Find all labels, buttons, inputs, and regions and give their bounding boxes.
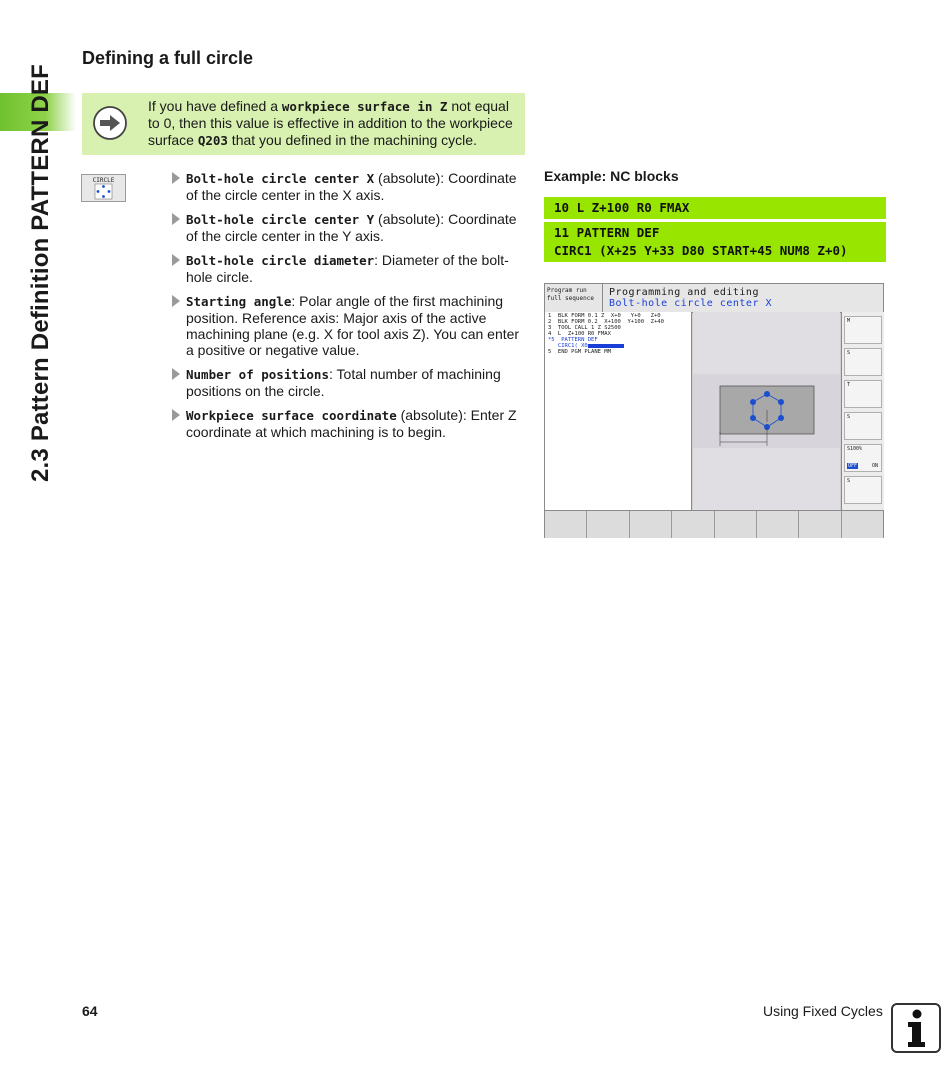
program-line: 3 TOOL CALL 1 Z S2500 <box>548 325 621 331</box>
softkey-slot <box>842 511 883 538</box>
nc-block-1: 10 L Z+100 R0 FMAX <box>544 197 886 219</box>
vertical-softkey-label: S <box>847 350 851 356</box>
page-number: 64 <box>82 1003 98 1019</box>
example-heading: Example: NC blocks <box>544 168 679 184</box>
program-line: 5 END PGM PLANE MM <box>548 349 611 355</box>
softkey-slot <box>587 511 629 538</box>
note-code-term: workpiece surface in Z <box>281 99 448 114</box>
parameter-description: : Total number of machining positions on the circle. <box>186 366 501 399</box>
vertical-softkey-label: S <box>847 478 851 484</box>
parameter-name: Workpiece surface coordinate <box>186 408 397 423</box>
nc-block-2-line-2: CIRC1 (X+25 Y+33 D80 START+45 NUM8 Z+0) <box>554 243 848 258</box>
parameter-description: (absolute): Enter Z coordinate at which machining is to begin. <box>186 407 517 440</box>
program-line: 2 BLK FORM 0.2 X+100 Y+100 Z+40 <box>548 319 664 325</box>
parameter-item <box>172 211 527 244</box>
screen-header <box>545 284 883 313</box>
program-line: 1 BLK FORM 0.1 Z X+0 Y+0 Z+0 <box>548 313 661 319</box>
program-line: 4 L Z+100 R0 FMAX <box>548 331 611 337</box>
parameter-list <box>172 170 527 448</box>
vertical-softkey <box>844 412 882 440</box>
nc-block-2-line-1: 11 PATTERN DEF <box>554 225 660 240</box>
parameter-description: : Polar angle of the first machining position. Reference axis: Major axis of the active machining plane (e.g. X for tool axis Z). You can enter a positive or negative value. <box>186 293 520 358</box>
section-title-vertical: 2.3 Pattern Definition PATTERN DEF <box>27 64 54 482</box>
parameter-item <box>172 407 527 440</box>
vertical-softkey <box>844 348 882 376</box>
cursor-highlight <box>588 344 624 348</box>
circle-softkey <box>81 174 126 202</box>
vertical-softkey-label: S <box>847 414 851 420</box>
circle-softkey-label: CIRCLE <box>92 177 115 184</box>
workpiece-graphic <box>693 312 840 510</box>
note-text-segment: If you have defined a <box>148 98 282 114</box>
parameter-item <box>172 252 527 285</box>
parameter-item <box>172 170 527 203</box>
chapter-name: Using Fixed Cycles <box>763 1003 883 1019</box>
parameter-description: : Diameter of the bolt-hole circle. <box>186 252 509 285</box>
parameter-description: (absolute): Coordinate of the circle center in the X axis. <box>186 170 517 203</box>
vertical-softkey-label: T <box>847 382 851 388</box>
triangle-bullet-icon <box>172 172 180 184</box>
parameter-name: Bolt-hole circle center Y <box>186 212 375 227</box>
tnc-screenshot <box>544 283 884 538</box>
vertical-softkey <box>844 316 882 344</box>
mode-small <box>545 284 603 312</box>
horizontal-softkey-bar <box>545 510 883 538</box>
arrow-right-icon <box>92 105 128 141</box>
program-pane <box>545 312 692 510</box>
vertical-softkey-label: M <box>847 318 851 324</box>
note-text <box>148 98 518 149</box>
triangle-bullet-icon <box>172 213 180 225</box>
vertical-softkey-bar <box>841 312 884 510</box>
triangle-bullet-icon <box>172 254 180 266</box>
off-badge: OFF <box>848 463 858 469</box>
parameter-name: Number of positions <box>186 367 329 382</box>
note-code-term: Q203 <box>197 133 228 148</box>
softkey-slot <box>545 511 587 538</box>
parameter-item <box>172 366 527 399</box>
note-text-segment: that you defined in the machining cycle. <box>227 132 477 148</box>
parameter-description: (absolute): Coordinate of the circle center in the Y axis. <box>186 211 517 244</box>
softkey-slot <box>672 511 714 538</box>
parameter-name: Starting angle <box>186 294 292 309</box>
mode-subtitle: Bolt-hole circle center X <box>609 298 773 309</box>
parameter-name: Bolt-hole circle diameter <box>186 253 375 268</box>
info-glyph-icon <box>893 1005 939 1051</box>
vertical-softkey <box>844 444 882 472</box>
on-label: ON <box>871 463 878 469</box>
page-heading: Defining a full circle <box>82 48 254 68</box>
info-icon <box>891 1003 941 1053</box>
program-line: CIRC1( X0 <box>548 343 688 349</box>
vertical-softkey <box>844 476 882 504</box>
mode-small-line-2: full sequence <box>547 295 594 302</box>
nc-block-2 <box>544 222 886 262</box>
graphics-pane <box>693 312 840 510</box>
note-box <box>82 93 525 155</box>
triangle-bullet-icon <box>172 409 180 421</box>
vertical-softkey <box>844 380 882 408</box>
softkey-slot <box>757 511 799 538</box>
program-line: *5 PATTERN DEF <box>548 337 598 343</box>
softkey-slot <box>715 511 757 538</box>
softkey-slot <box>799 511 841 538</box>
mode-small-line-1: Program run <box>547 287 587 294</box>
triangle-bullet-icon <box>172 368 180 380</box>
vertical-softkey-label: S100% <box>847 446 863 452</box>
mode-main <box>609 287 772 309</box>
parameter-name: Bolt-hole circle center X <box>186 171 375 186</box>
parameter-item <box>172 293 527 358</box>
note-text-segment: not equal to 0, then this value is effective in addition to the workpiece surface <box>148 98 513 148</box>
bolt-hole-circle-icon <box>82 183 125 201</box>
triangle-bullet-icon <box>172 295 180 307</box>
mode-title: Programming and editing <box>609 287 759 298</box>
softkey-slot <box>630 511 672 538</box>
